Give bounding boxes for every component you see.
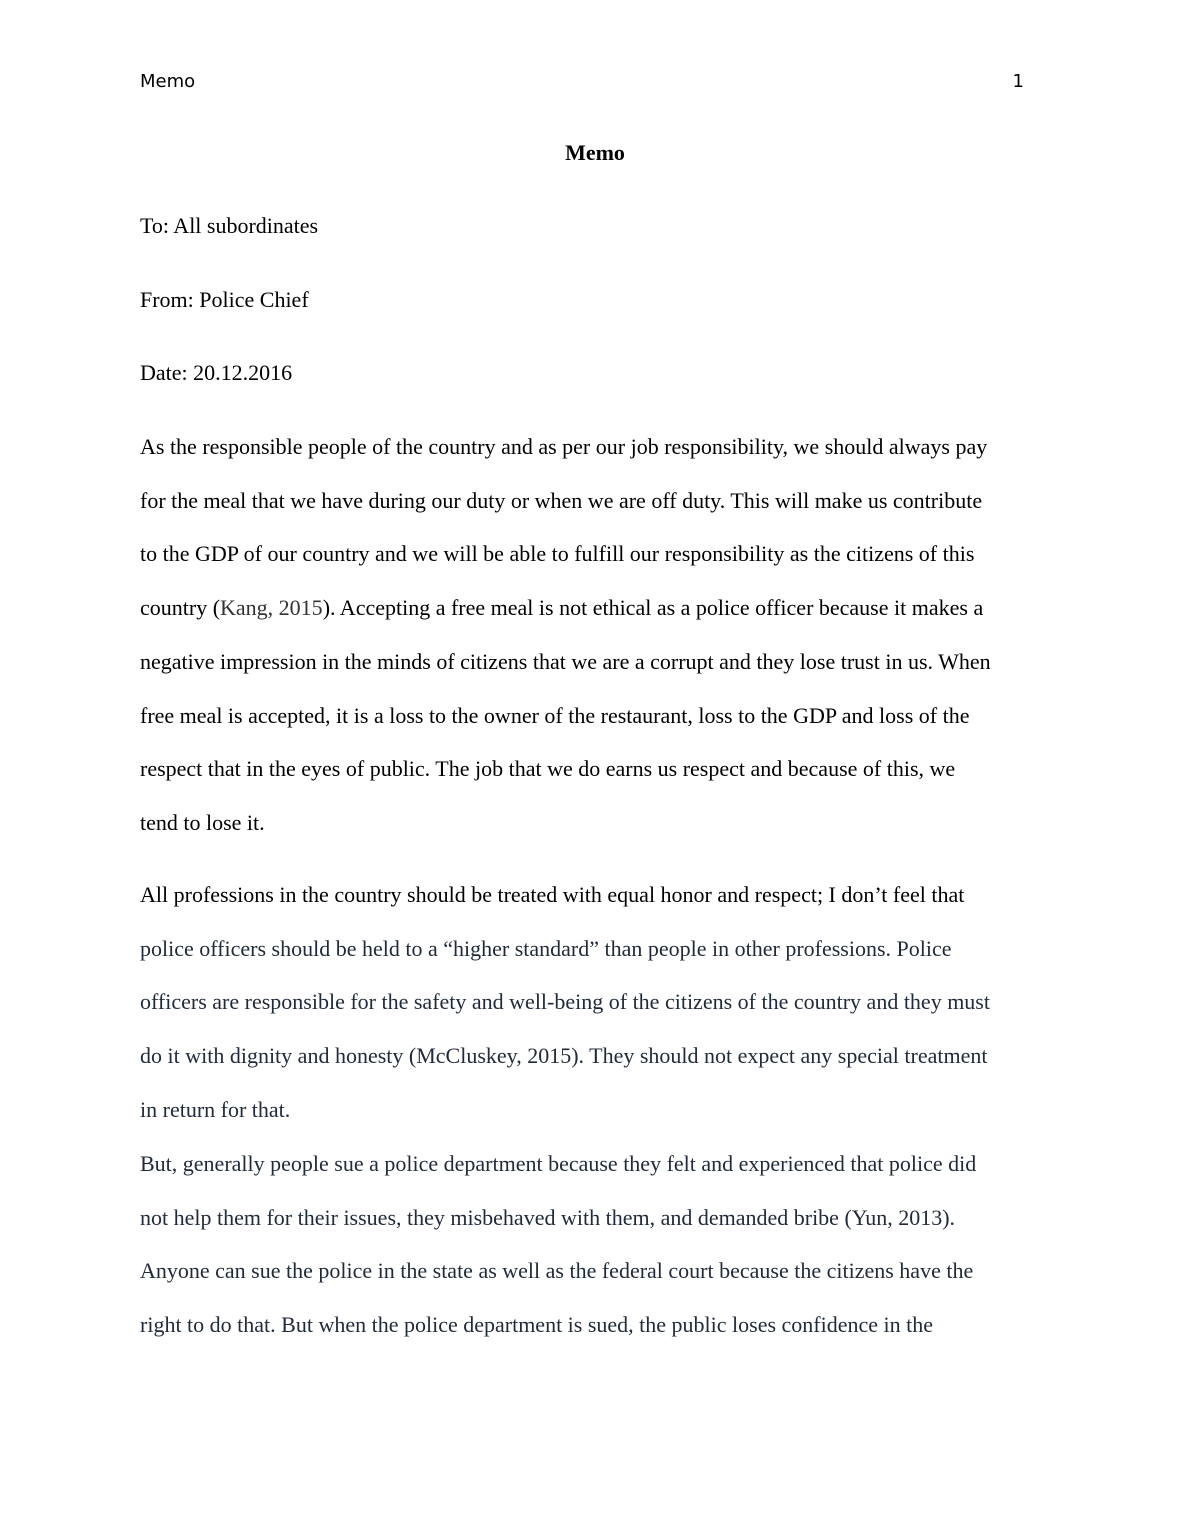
paragraph-line: free meal is accepted, it is a loss to the owner of the restaurant, loss to the GDP and loss of the — [140, 702, 970, 728]
paragraph-line: in return for that. — [140, 1096, 291, 1122]
paragraph-line: do it with dignity and honesty (McCluskey, 2015). They should not expect any special treatment — [140, 1043, 988, 1069]
memo-date-field: Date: 20.12.2016 — [140, 360, 293, 385]
paragraph-3 — [140, 1137, 1050, 1352]
running-head: Memo — [140, 71, 196, 92]
paragraph-line: All professions in the country should be treated with equal honor and respect; I don’t feel that — [140, 882, 965, 907]
paragraph-line: As the responsible people of the country and as per our job responsibility, we should always pay — [140, 434, 988, 459]
paragraph-line: officers are responsible for the safety and well-being of the citizens of the country and they must — [140, 989, 990, 1015]
paragraph-line: not help them for their issues, they misbehaved with them, and demanded bribe (Yun, 2013). — [140, 1204, 956, 1230]
paragraph-line: tend to lose it. — [140, 809, 265, 835]
memo-title: Memo — [565, 140, 625, 165]
paragraph-2 — [140, 868, 1050, 1137]
memo-to-field: To: All subordinates — [140, 213, 319, 238]
paragraph-line — [140, 581, 1050, 635]
memo-from-field: From: Police Chief — [140, 287, 309, 312]
paragraph-line: Anyone can sue the police in the state as well as the federal court because the citizens have the — [140, 1258, 974, 1284]
paragraph-line: right to do that. But when the police department is sued, the public loses confidence in the — [140, 1312, 934, 1338]
page-number: 1 — [1012, 71, 1024, 92]
paragraph-line: for the meal that we have during our duty or when we are off duty. This will make us contribute — [140, 487, 983, 513]
citation: Kang, 2015 — [220, 595, 323, 621]
paragraph-1 — [140, 420, 1050, 850]
paragraph-line: negative impression in the minds of citizens that we are a corrupt and they lose trust in us. When — [140, 648, 991, 674]
paragraph-line: respect that in the eyes of public. The job that we do earns us respect and because of this, we — [140, 756, 956, 782]
paragraph-line: But, generally people sue a police department because they felt and experienced that police did — [140, 1151, 977, 1176]
paragraph-line: police officers should be held to a “higher standard” than people in other professions. Police — [140, 935, 952, 961]
paragraph-text: country ( — [140, 595, 221, 621]
paragraph-line: to the GDP of our country and we will be able to fulfill our responsibility as the citizens of this — [140, 541, 975, 567]
paragraph-text: ). Accepting a free meal is not ethical as a police officer because it makes a — [322, 595, 984, 621]
